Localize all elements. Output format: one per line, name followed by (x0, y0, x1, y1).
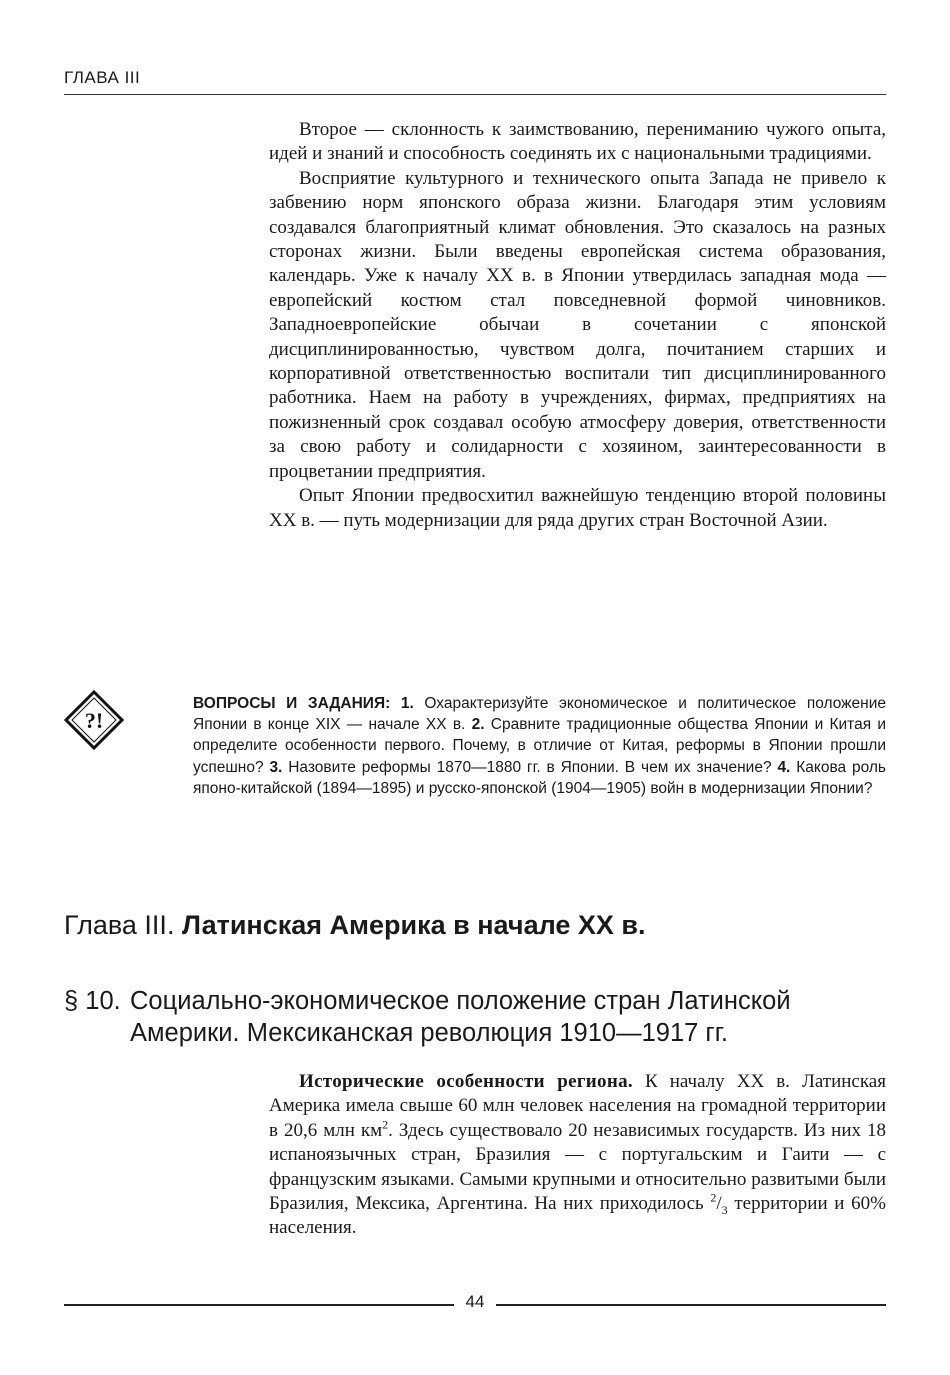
paragraph: Второе — склонность к заимствованию, перениманию чужого опыта, идей и знаний и способность соединять их с национальными традициями. (269, 119, 886, 165)
header-rule (64, 94, 886, 95)
paragraph-lead: Исторические особенности региона. (299, 1071, 633, 1092)
footer-rule-right (496, 1304, 886, 1306)
chapter-prefix: Глава III. (64, 910, 175, 940)
fraction-slash: / (716, 1193, 722, 1215)
text-run: К началу XX в. Латинская Америка имела свыше 60 млн человек населения на громадной территории в 20,6 млн км (269, 1071, 886, 1141)
page-footer (64, 1290, 886, 1318)
page-number: 44 (465, 1292, 485, 1311)
question-text: Назовите реформы 1870—1880 гг. в Японии. В чем их значение? (288, 758, 772, 776)
section-title-line1: Социально-экономическое положение стран Латинской (130, 987, 791, 1015)
question-text: Охарактеризуйте экономическое и политическое положение Японии в конце XIX — начале XX в. (193, 695, 886, 734)
text-run: территории и 60% населения. (269, 1193, 886, 1239)
section-title (64, 985, 886, 1049)
fraction-numerator: 2 (710, 1190, 717, 1205)
question-text: Сравните традиционные общества Японии и Китая и определите особенности первого. Почему, в отличие от Китая, реформы в Японии прошли успешно? (193, 716, 886, 776)
question-number: 4. (777, 758, 791, 776)
section-number: § 10. (64, 987, 121, 1015)
chapter-title (64, 910, 646, 941)
question-number: 2. (471, 716, 485, 734)
questions-label: ВОПРОСЫ И ЗАДАНИЯ: (193, 695, 391, 712)
questions-icon-glyph: ?! (84, 708, 104, 733)
section-body (269, 1070, 886, 1241)
paragraph (269, 1070, 886, 1241)
chapter-name: Латинская Америка в начале XX в. (181, 910, 646, 940)
running-header: ГЛАВА III (64, 68, 141, 87)
question-number: 3. (269, 758, 283, 776)
paragraph: Восприятие культурного и технического опыта Запада не привело к забвению норм японского образа жизни. Благодаря этим условиям создавался благоприятный климат обновления. Это сказалось на разных сторонах жизни. Были введены европейская система образования, календарь. Уже к началу XX в. в Японии утвердилась западная мода — европейский костюм стал повседневной формой чиновников. Западноевропейские обычаи в сочетании с японской дисциплинированностью, чувством долга, почитанием старших и корпоративной ответственностью воспитали тип дисциплинированного работника. Наем на работу в учреждениях, фирмах, предприятиях на пожизненный срок создавал особую атмосферу доверия, ответственности за свою работу и солидарности с хозяином, заинтересованности в процветании предприятия. (269, 167, 886, 482)
question-number: 1. (400, 695, 414, 712)
questions-icon (64, 690, 124, 750)
section-title-line2: Америки. Мексиканская революция 1910—1917 гг. (130, 1019, 728, 1047)
fraction-denominator: 3 (721, 1202, 728, 1217)
text-run: . Здесь существовало 20 независимых государств. Из них 18 испаноязычных стран, Бразилия — с португальским и Гаити — с французским языками. Самыми крупными и относительно развитыми были Бразилия, Мексика, Аргентина. На них приходилось (269, 1119, 886, 1215)
question-text: Какова роль японо-китайской (1894—1895) и русско-японской (1904—1905) войн в модернизации Японии? (193, 758, 887, 797)
questions-block (193, 693, 886, 799)
intro-text (269, 118, 886, 533)
paragraph: Опыт Японии предвосхитил важнейшую тенденцию второй половины XX в. — путь модернизации для ряда других стран Восточной Азии. (269, 485, 886, 531)
superscript: 2 (382, 1117, 389, 1132)
